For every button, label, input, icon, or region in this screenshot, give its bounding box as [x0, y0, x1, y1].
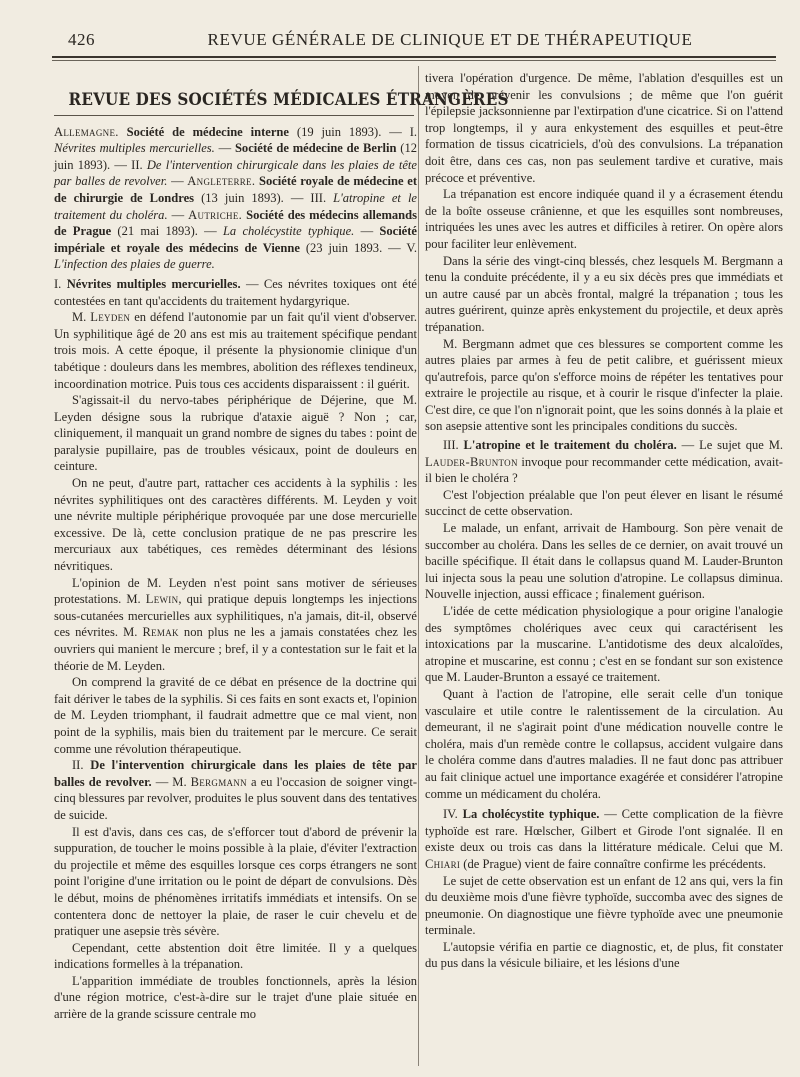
paragraph-text: — Ces névrites toxiques ont été contestées en tant qu'accidents du traitement hydargyrique. [54, 276, 417, 308]
summary-society: Société de médecine interne [126, 124, 289, 139]
summary-separator: — [218, 141, 232, 156]
summary-country: Angleterre. [187, 174, 256, 189]
summary-separator: — [171, 174, 184, 189]
summary-number: — I. [389, 124, 418, 139]
subsection-heading: La cholécystite typhique. [462, 807, 600, 822]
paragraph: L'autopsie vérifia en partie ce diagnostic, et, de plus, fit constater du pus dans la vésicule biliaire, et les lésions d'une [425, 939, 783, 971]
paragraph: Le sujet de cette observation est un enfant de 12 ans qui, vers la fin du deuxième mois d'une fièvre typhoïde, succomba avec des signes de pneumonie. On diagnostique une fièvre typhoïde avec une pneumonie terminale. [425, 873, 783, 938]
summary-date: (19 juin 1893). [296, 124, 382, 139]
header-rule [52, 56, 776, 58]
paragraph: La trépanation est encore indiquée quand il y a écrasement étendu de la boîte osseuse crânienne, et que les esquilles sont nombreuses, intriquées les unes avec les autres et difficiles à retirer. On opère alors pour faciliter leur enlèvement. [425, 187, 783, 251]
summary-date: (12 juin 1893). — II. [54, 141, 417, 172]
summary-topic: De l'intervention chirurgicale dans les plaies de tête par balles de revolver. [54, 157, 417, 189]
page-header [60, 24, 780, 54]
summary-society: Société impériale et royale des médecins de Vienne [54, 224, 417, 255]
paragraph-text: a eu l'occasion de soigner vingt-cinq blessures par revolver, produites le plus souvent dans des tentatives de suicide. [54, 774, 417, 822]
paragraph-text: invoque pour recommander cette médication, avait-il bien le choléra ? [425, 454, 783, 486]
section-number: I. [54, 276, 62, 291]
summary-topic: La cholécystite typhique. [222, 224, 355, 239]
summary-topic: L'infection des plaies de guerre. [54, 257, 215, 272]
paragraph: Le malade, un enfant, arrivait de Hambourg. Son père venait de succomber au choléra. Dans les selles de ce dernier, on avait trouvé un bacille spécifique. Il était dans le collapsus quand M. Lauder-Brunton lui injecta sous la peau une solution d'atropine. Le collapsus diminua. Nouvelle injection, aussi efficace ; finalement guérison. [425, 521, 783, 602]
section-title-rule [54, 115, 414, 116]
paragraph-text: — Cette complication de la fièvre typhoïde est rare. Hœlscher, Gilbert et Girode l'ont signalée. Il en existe deux ou trois cas dans la littérature médicale. Celui que M. [425, 807, 784, 855]
paragraph [425, 806, 783, 872]
summary-society: Société royale de médecine et de chirurgie de Londres [54, 174, 418, 205]
author-name: Lewin [145, 592, 179, 607]
paragraph [54, 276, 417, 309]
paragraph: L'apparition immédiate de troubles fonctionnels, après la lésion d'une région motrice, c'est-à-dire sur le trajet d'une plaie située en arrière de la grande scissure centrale mo [54, 973, 417, 1022]
summary-country: Allemagne. [54, 124, 119, 139]
summary-country: Autriche. [188, 207, 243, 222]
paragraph-text: , qui pratique depuis longtemps les injections sous-cutanées mercurielles aux syphilitiques, n'a jamais, dit-il, observé ces névrites. M. [54, 592, 418, 640]
paragraph: Dans la série des vingt-cinq blessés, chez lesquels M. Bergmann a tenu la conduite précédente, il y a eu six décès pres que immédiats et un autre causé par un abcès frontal, malgré la trépanation ; tous les autres guérirent, quinze après enkystement du projectile, et deux après trépanation. [425, 253, 783, 334]
paragraph: L'idée de cette médication physiologique a pour origine l'analogie des symptômes cholériques avec ceux qui caractérisent les intoxications par la muscarine. L'antidotisme des deux alcaloïdes, atropine et muscarine, est connu ; c'est en se fondant sur son existence que M. Lauder-Brunton a essayé ce traitement. [425, 604, 783, 685]
summary-paragraph [54, 124, 417, 273]
author-name: Leyden [90, 310, 131, 325]
paragraph [54, 309, 417, 392]
paragraph: S'agissait-il du nervo-tabes périphérique de Déjerine, que M. Leyden désigne sous la rubrique d'ataxie aiguë ? Non ; car, cliniquement, il manquait un grand nombre de signes du tabes : point de paralysie pupillaire, pas de troubles vésicaux, point de douleurs en ceinture. [54, 393, 417, 474]
paragraph: M. Bergmann admet que ces blessures se comportent comme les autres plaies par armes à feu de petit calibre, et guérissent mieux qu'autrefois, parce qu'on s'efforce moins de répéter les tentatives pour extraire le projectile au risque, et à courir le risque d'infecter la plaie. C'est dire, ce que l'on n'ignorait point, que les soins donnés à la plaie et son asepsie attentive sont les principales conditions du succès. [425, 336, 783, 434]
summary-separator: — [360, 224, 374, 239]
summary-date: (13 juin 1893). — III. [201, 190, 327, 205]
author-name: Bergmann [190, 774, 247, 789]
page-number: 426 [68, 30, 95, 49]
paragraph-text: L'opinion de M. Leyden n'est point sans motiver de sérieuses protestations. M. [54, 575, 417, 607]
subsection-heading: Névrites multiples mercurielles. [66, 276, 241, 291]
paragraph-text: en défend l'autonomie par un fait qu'il vient d'observer. Un syphilitique âgé de 20 ans est mis au traitement spécifique pendant trois mois. A cette époque, il présente la physionomie clinique d'un tabétique : douleurs dans les membres, abolition des réflexes tendineux, incoordination motrice. Puis tous ces accidents disparaissent : il guérit. [54, 310, 417, 391]
paragraph [54, 575, 417, 675]
running-title: REVUE GÉNÉRALE DE CLINIQUE ET DE THÉRAPEUTIQUE [207, 30, 693, 49]
paragraph: Il est d'avis, dans ces cas, de s'efforcer tout d'abord de prévenir la suppuration, de toucher le moins possible à la plaie, d'éviter l'extraction du projectile et même des esquilles lorsque ces corps étrangers ne sont point l'origine d'une irritation ou le point de départ de convulsions. Dès le début, moins de phénomènes irritatifs immédiats et intensifs. On se contentera donc de nettoyer la plaie, de raser le cuir chevelu et de pratiquer une asepsie très sévère. [54, 824, 417, 939]
paragraph-text: — M. [151, 774, 191, 789]
summary-date: (21 mai 1893). — [117, 224, 217, 239]
paragraph: tivera l'opération d'urgence. De même, l'ablation d'esquilles est un moyen de prévenir les convulsions ; de même que l'on guérit l'épilepsie jacksonnienne par l'extirpation d'une cicatrice. Si on l'attend trop longtemps, il y aura enkystement des esquilles et peut-être formation de tissus cicatriciels, d'où des convulsions. La trépanation doit être, dans ces cas, non pas seulement tardive et curative, mais précoce et préventive. [425, 71, 783, 185]
paragraph [54, 757, 417, 823]
summary-separator: — [171, 207, 185, 222]
summary-society: Société de médecine de Berlin [234, 141, 397, 156]
author-name: Lauder-Brunton [425, 454, 518, 469]
paragraph: On comprend la gravité de ce débat en présence de la doctrine qui fait dériver le tabes de la syphilis. Si ces faits en sont exacts et, l'opinion de M. Leyden triomphant, il faudrait admettre que ce mal vient, non point de la syphilis, mais bien du traitement par le mercure. Ce serait comme une révolution thérapeutique. [54, 675, 417, 756]
paragraph: Cependant, cette abstention doit être limitée. Il y a quelques indications formelles à la trépanation. [54, 940, 417, 972]
paragraph-text: M. [72, 310, 91, 325]
subsection-heading: L'atropine et le traitement du choléra. [463, 438, 677, 453]
section-title: REVUE DES SOCIÉTÉS MÉDICALES ÉTRANGÈRES [68, 90, 509, 109]
summary-topic: L'atropine et le traitement du choléra. [54, 190, 418, 222]
right-column [425, 70, 783, 972]
paragraph-text: non plus ne les a jamais constatées chez les ouvriers qui manient le mercure ; bref, il y a contestation sur le fait et la théorie de M. Leyden. [54, 625, 417, 673]
summary-topic: Névrites multiples mercurielles. [54, 141, 215, 156]
subsection-heading: De l'intervention chirurgicale dans les plaies de tête par balles de revolver. [54, 758, 417, 789]
section-number: III. [443, 438, 459, 453]
section-number: II. [72, 758, 84, 773]
paragraph-text: (de Prague) vient de faire connaître confirme les précédents. [460, 856, 767, 871]
author-name: Remak [142, 625, 179, 640]
author-name: Chiari [425, 856, 461, 871]
paragraph: C'est l'objection préalable que l'on peut élever en lisant le résumé succinct de cette observation. [425, 487, 783, 519]
section-number: IV. [443, 807, 458, 822]
header-rule-thin [52, 60, 776, 61]
paragraph: Quant à l'action de l'atropine, elle serait celle d'un tonique vasculaire et utile contre le ralentissement de la circulation. Au demeurant, il ne s'agirait point d'une médication nouvelle contre le choléra, mais d'un remède contre le collapsus, accident vulgaire dans le choléra comme dans d'autres maladies. Il ne faut donc pas attribuer au fait clinique actuel une importance exagérée et considérer l'atropine comme un médicament du choléra. [425, 686, 783, 801]
summary-society: Société des médecins allemands de Prague [54, 207, 418, 239]
paragraph [425, 437, 783, 487]
summary-date: (23 juin 1893. — V. [305, 240, 418, 255]
column-divider [418, 66, 419, 1066]
paragraph: On ne peut, d'autre part, rattacher ces accidents à la syphilis : les névrites syphilitiques ont des caractères différents. M. Leyden y voit une névrite multiple périphérique provoquée par une dose mercurielle excessive. De là, cette conclusion pratique de ne pas prescrire les mercuriaux aux tabétiques, ces remèdes déterminant des lésions névritiques. [54, 476, 417, 574]
paragraph-text: — Le sujet que M. [676, 438, 783, 453]
